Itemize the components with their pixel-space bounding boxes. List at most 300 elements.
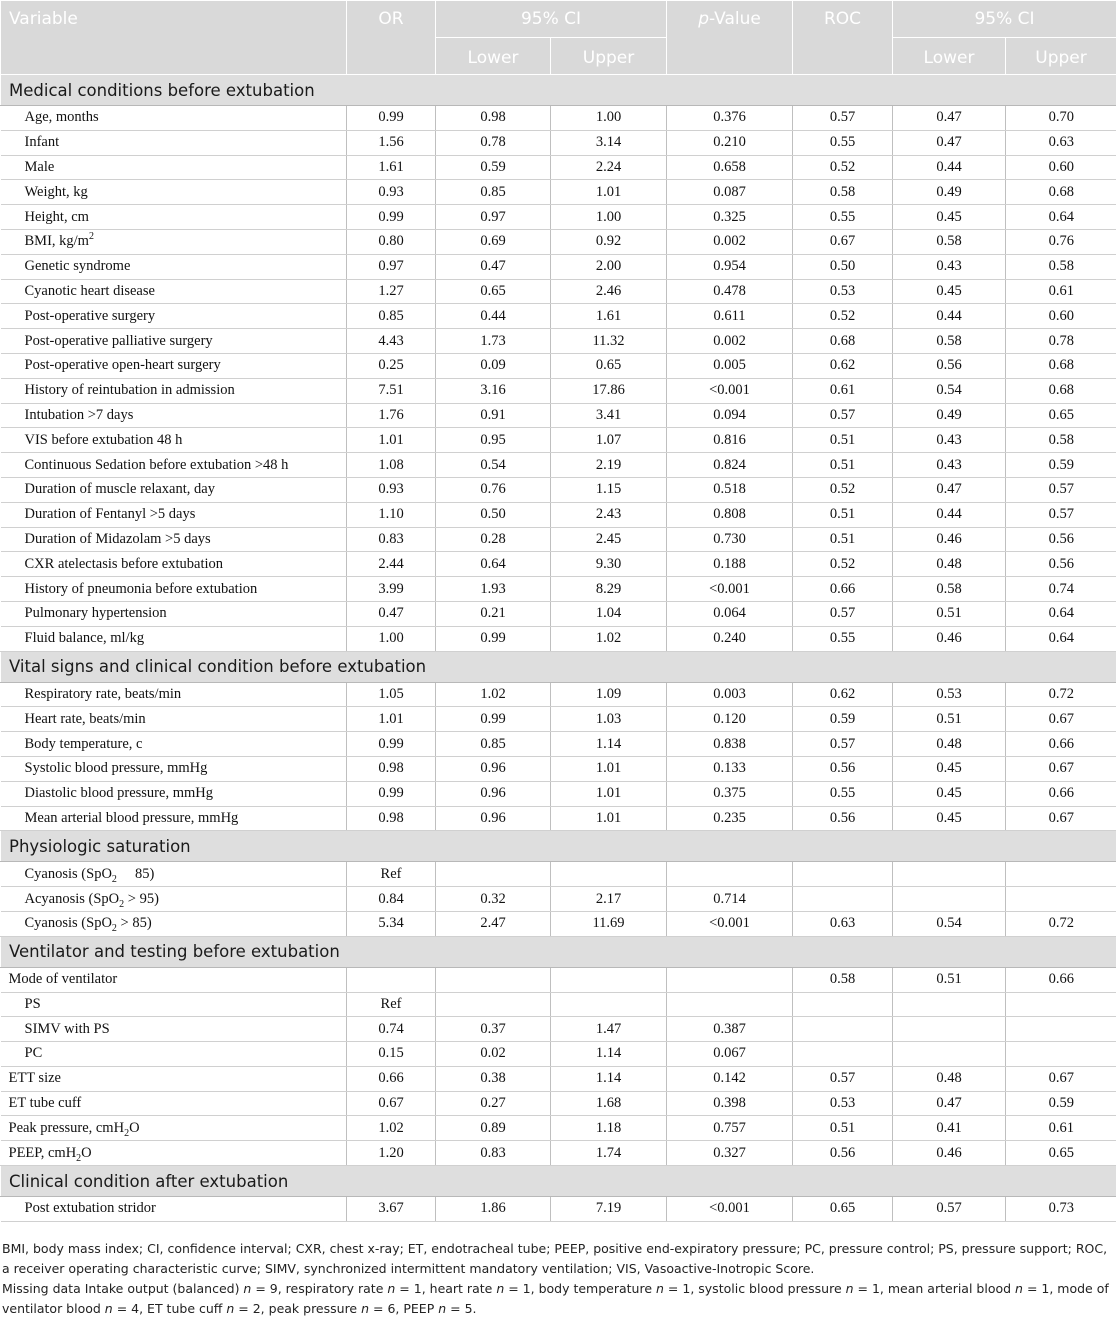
variable-cell (1, 732, 347, 757)
ci-upper-cell: 3.41 (551, 403, 667, 428)
ci-lower-cell: 0.28 (436, 527, 551, 552)
table-row (1, 403, 1116, 428)
or-cell (347, 967, 436, 992)
ci-lower-cell: 0.97 (436, 205, 551, 230)
roc-cell: 0.55 (793, 781, 893, 806)
pvalue-cell: 0.816 (667, 428, 793, 453)
ci-upper-cell: 9.30 (551, 552, 667, 577)
pvalue-cell: 0.325 (667, 205, 793, 230)
or-cell: 0.97 (347, 254, 436, 279)
variable-label: Cyanosis (SpO (25, 915, 112, 931)
roc-lower-cell: 0.45 (893, 781, 1006, 806)
roc-lower-cell: 0.44 (893, 304, 1006, 329)
variable-label: Fluid balance, ml/kg (25, 630, 145, 646)
roc-upper-cell: 0.68 (1006, 378, 1116, 403)
ci-upper-cell: 1.74 (551, 1141, 667, 1166)
ci-lower-cell: 0.54 (436, 453, 551, 478)
section-header (1, 1166, 1116, 1197)
section-header (1, 75, 1116, 106)
italic-n: n (846, 1281, 854, 1296)
ci-lower-cell: 0.47 (436, 254, 551, 279)
table-row (1, 1091, 1116, 1116)
variable-label: Post extubation stridor (25, 1200, 156, 1216)
variable-label: Height, cm (25, 209, 89, 225)
roc-lower-cell: 0.43 (893, 453, 1006, 478)
roc-lower-cell: 0.51 (893, 601, 1006, 626)
variable-label: Respiratory rate, beats/min (25, 686, 182, 702)
roc-upper-cell: 0.70 (1006, 106, 1116, 131)
ci-upper-cell: 1.00 (551, 106, 667, 131)
variable-cell (1, 1141, 347, 1166)
roc-cell: 0.57 (793, 601, 893, 626)
table-row (1, 552, 1116, 577)
ci-lower-cell: 0.21 (436, 601, 551, 626)
italic-n: n (1015, 1281, 1023, 1296)
table-row (1, 911, 1116, 936)
variable-label: Heart rate, beats/min (25, 711, 146, 727)
roc-upper-cell: 0.61 (1006, 279, 1116, 304)
table-row (1, 601, 1116, 626)
header-pvalue-rest: -Value (709, 9, 761, 29)
roc-cell: 0.68 (793, 329, 893, 354)
header-upper-or: Upper (551, 38, 667, 75)
roc-cell: 0.57 (793, 106, 893, 131)
roc-lower-cell (893, 1042, 1006, 1067)
italic-n: n (243, 1281, 251, 1296)
table-row (1, 229, 1116, 254)
header-pvalue (667, 1, 793, 75)
roc-upper-cell: 0.59 (1006, 453, 1116, 478)
ci-lower-cell: 0.09 (436, 353, 551, 378)
variable-cell (1, 887, 347, 912)
variable-cell (1, 329, 347, 354)
header-or: OR (347, 1, 436, 75)
table-row (1, 756, 1116, 781)
ci-lower-cell: 0.59 (436, 155, 551, 180)
pvalue-cell: 0.188 (667, 552, 793, 577)
ci-lower-cell: 0.98 (436, 106, 551, 131)
roc-lower-cell: 0.58 (893, 329, 1006, 354)
variable-cell (1, 967, 347, 992)
table-row (1, 155, 1116, 180)
or-cell: Ref (347, 992, 436, 1017)
or-cell: 0.66 (347, 1066, 436, 1091)
or-cell: 0.84 (347, 887, 436, 912)
or-cell: 1.61 (347, 155, 436, 180)
or-cell: 0.93 (347, 477, 436, 502)
roc-upper-cell: 0.65 (1006, 403, 1116, 428)
variable-label: SIMV with PS (25, 1021, 110, 1037)
roc-cell: 0.55 (793, 130, 893, 155)
table-row (1, 967, 1116, 992)
variable-cell (1, 552, 347, 577)
or-cell: 0.99 (347, 106, 436, 131)
roc-cell: 0.52 (793, 155, 893, 180)
roc-lower-cell: 0.57 (893, 1197, 1006, 1222)
variable-cell (1, 1017, 347, 1042)
table-row (1, 577, 1116, 602)
roc-lower-cell: 0.53 (893, 682, 1006, 707)
roc-lower-cell (893, 1017, 1006, 1042)
roc-cell: 0.62 (793, 682, 893, 707)
ci-lower-cell: 0.50 (436, 502, 551, 527)
roc-upper-cell (1006, 1042, 1116, 1067)
footnote-text: = 2, peak pressure (234, 1301, 361, 1316)
or-cell: 2.44 (347, 552, 436, 577)
variable-label: CXR atelectasis before extubation (25, 556, 224, 572)
or-cell: 1.27 (347, 279, 436, 304)
variable-cell (1, 527, 347, 552)
variable-label: Intubation >7 days (25, 407, 134, 423)
section-header (1, 651, 1116, 682)
ci-lower-cell: 2.47 (436, 911, 551, 936)
roc-upper-cell: 0.60 (1006, 155, 1116, 180)
variable-cell (1, 806, 347, 831)
ci-lower-cell: 3.16 (436, 378, 551, 403)
ci-upper-cell: 1.07 (551, 428, 667, 453)
roc-cell: 0.57 (793, 732, 893, 757)
pvalue-cell: 0.730 (667, 527, 793, 552)
section-title: Physiologic saturation (1, 831, 1116, 862)
pvalue-cell: 0.327 (667, 1141, 793, 1166)
pvalue-cell: 0.838 (667, 732, 793, 757)
roc-upper-cell: 0.67 (1006, 707, 1116, 732)
section-header (1, 831, 1116, 862)
ci-upper-cell: 1.61 (551, 304, 667, 329)
pvalue-cell: 0.087 (667, 180, 793, 205)
or-cell: 1.02 (347, 1116, 436, 1141)
table-row (1, 453, 1116, 478)
variable-label: Acyanosis (SpO (25, 891, 120, 907)
ci-upper-cell: 1.47 (551, 1017, 667, 1042)
roc-upper-cell: 0.61 (1006, 1116, 1116, 1141)
header-variable: Variable (1, 1, 347, 75)
pvalue-cell: 0.375 (667, 781, 793, 806)
ci-lower-cell: 0.96 (436, 756, 551, 781)
pvalue-cell: 0.478 (667, 279, 793, 304)
table-row (1, 353, 1116, 378)
or-cell: 1.10 (347, 502, 436, 527)
variable-cell (1, 353, 347, 378)
table-row (1, 732, 1116, 757)
variable-label: Cyanosis (SpO (25, 866, 112, 882)
pvalue-cell: 0.235 (667, 806, 793, 831)
roc-upper-cell: 0.78 (1006, 329, 1116, 354)
pvalue-cell: <0.001 (667, 378, 793, 403)
variable-cell (1, 229, 347, 254)
ci-lower-cell: 0.64 (436, 552, 551, 577)
table-row (1, 329, 1116, 354)
ci-lower-cell: 0.99 (436, 707, 551, 732)
variable-label: Post-operative open-heart surgery (25, 357, 221, 373)
pvalue-cell: 0.003 (667, 682, 793, 707)
variable-cell (1, 106, 347, 131)
roc-upper-cell: 0.76 (1006, 229, 1116, 254)
roc-lower-cell: 0.48 (893, 552, 1006, 577)
ci-upper-cell: 1.09 (551, 682, 667, 707)
pvalue-cell (667, 992, 793, 1017)
pvalue-cell: 0.067 (667, 1042, 793, 1067)
or-cell: 1.05 (347, 682, 436, 707)
pvalue-cell (667, 967, 793, 992)
ci-upper-cell: 2.45 (551, 527, 667, 552)
roc-lower-cell: 0.46 (893, 626, 1006, 651)
ci-lower-cell: 0.96 (436, 781, 551, 806)
pvalue-cell: 0.954 (667, 254, 793, 279)
roc-lower-cell: 0.47 (893, 130, 1006, 155)
variable-cell (1, 180, 347, 205)
variable-cell (1, 577, 347, 602)
ci-lower-cell: 0.83 (436, 1141, 551, 1166)
subscript: 2 (112, 874, 117, 885)
roc-upper-cell: 0.67 (1006, 1066, 1116, 1091)
or-cell: 3.99 (347, 577, 436, 602)
footnote-abbreviations: BMI, body mass index; CI, confidence interval; CXR, chest x-ray; ET, endotracheal tube; PEEP, positive end-expiratory pressure; PC, pressure control; PS, pressure support; ROC, a receiver operating characteristic curve; SIMV, synchronized intermittent mandatory ventilation; VIS, Vasoactive-Inotropic Score. (2, 1239, 1114, 1279)
table-footnotes (0, 1239, 1114, 1319)
footnote-missing-data (2, 1279, 1114, 1319)
variable-label: Systolic blood pressure, mmHg (25, 760, 208, 776)
ci-upper-cell: 8.29 (551, 577, 667, 602)
roc-cell: 0.53 (793, 279, 893, 304)
table-row (1, 1197, 1116, 1222)
or-cell: 0.99 (347, 732, 436, 757)
ci-lower-cell (436, 992, 551, 1017)
ci-upper-cell (551, 967, 667, 992)
roc-upper-cell: 0.66 (1006, 732, 1116, 757)
roc-cell: 0.57 (793, 403, 893, 428)
variable-cell (1, 781, 347, 806)
pvalue-cell: 0.064 (667, 601, 793, 626)
roc-cell (793, 1017, 893, 1042)
variable-cell (1, 626, 347, 651)
roc-upper-cell: 0.68 (1006, 180, 1116, 205)
variable-cell (1, 756, 347, 781)
variable-label-suffix: O (129, 1120, 139, 1136)
ci-upper-cell: 1.00 (551, 205, 667, 230)
roc-cell: 0.51 (793, 1116, 893, 1141)
table-row (1, 254, 1116, 279)
roc-cell: 0.62 (793, 353, 893, 378)
table-row (1, 781, 1116, 806)
roc-cell: 0.50 (793, 254, 893, 279)
roc-upper-cell: 0.66 (1006, 967, 1116, 992)
variable-label: Infant (25, 134, 60, 150)
ci-upper-cell: 2.24 (551, 155, 667, 180)
variable-label: ETT size (9, 1070, 61, 1086)
ci-lower-cell (436, 862, 551, 887)
section-header (1, 936, 1116, 967)
or-cell: 1.08 (347, 453, 436, 478)
table-row (1, 1141, 1116, 1166)
roc-cell (793, 887, 893, 912)
roc-lower-cell: 0.47 (893, 1091, 1006, 1116)
roc-lower-cell: 0.43 (893, 254, 1006, 279)
subscript: 2 (112, 923, 117, 934)
ci-lower-cell: 0.85 (436, 732, 551, 757)
or-cell: 0.99 (347, 781, 436, 806)
variable-label: Mean arterial blood pressure, mmHg (25, 810, 239, 826)
roc-cell: 0.58 (793, 967, 893, 992)
variable-cell (1, 279, 347, 304)
ci-lower-cell: 0.85 (436, 180, 551, 205)
roc-cell: 0.51 (793, 453, 893, 478)
ci-lower-cell: 0.37 (436, 1017, 551, 1042)
variable-label: PC (25, 1045, 43, 1061)
ci-lower-cell: 0.91 (436, 403, 551, 428)
ci-lower-cell: 0.69 (436, 229, 551, 254)
variable-cell (1, 682, 347, 707)
table-row (1, 428, 1116, 453)
roc-lower-cell: 0.45 (893, 279, 1006, 304)
variable-cell (1, 992, 347, 1017)
variable-label-suffix: > 95) (124, 891, 159, 907)
header-lower-or: Lower (436, 38, 551, 75)
or-cell: 4.43 (347, 329, 436, 354)
ci-upper-cell: 0.65 (551, 353, 667, 378)
roc-upper-cell: 0.68 (1006, 353, 1116, 378)
section-title: Vital signs and clinical condition before extubation (1, 651, 1116, 682)
or-cell: 0.83 (347, 527, 436, 552)
variable-label: Weight, kg (25, 184, 88, 200)
roc-upper-cell: 0.63 (1006, 130, 1116, 155)
ci-lower-cell: 0.32 (436, 887, 551, 912)
variable-label: History of reintubation in admission (25, 382, 235, 398)
ci-upper-cell: 7.19 (551, 1197, 667, 1222)
roc-cell: 0.65 (793, 1197, 893, 1222)
roc-lower-cell (893, 992, 1006, 1017)
pvalue-cell: 0.518 (667, 477, 793, 502)
variable-label: Post-operative palliative surgery (25, 333, 213, 349)
footnote-text: = 6, PEEP (369, 1301, 438, 1316)
ci-upper-cell: 11.32 (551, 329, 667, 354)
variable-cell (1, 1197, 347, 1222)
header-pvalue-p: p (698, 9, 709, 29)
roc-cell: 0.51 (793, 428, 893, 453)
footnote-text: = 1, heart rate (395, 1281, 496, 1296)
or-cell: 0.98 (347, 756, 436, 781)
pvalue-cell: 0.398 (667, 1091, 793, 1116)
variable-label: PEEP, cmH (9, 1145, 77, 1161)
italic-n: n (387, 1281, 395, 1296)
roc-upper-cell (1006, 992, 1116, 1017)
variable-label: Genetic syndrome (25, 258, 131, 274)
pvalue-cell: 0.757 (667, 1116, 793, 1141)
italic-n: n (226, 1301, 234, 1316)
roc-upper-cell: 0.67 (1006, 806, 1116, 831)
variable-cell (1, 502, 347, 527)
roc-cell: 0.56 (793, 806, 893, 831)
or-cell: 1.01 (347, 428, 436, 453)
ci-upper-cell (551, 862, 667, 887)
pvalue-cell: 0.005 (667, 353, 793, 378)
pvalue-cell: 0.611 (667, 304, 793, 329)
or-cell: 1.76 (347, 403, 436, 428)
ci-lower-cell: 0.78 (436, 130, 551, 155)
variable-label: Post-operative surgery (25, 308, 156, 324)
roc-upper-cell: 0.73 (1006, 1197, 1116, 1222)
header-lower-roc: Lower (893, 38, 1006, 75)
roc-lower-cell (893, 862, 1006, 887)
ci-upper-cell: 2.19 (551, 453, 667, 478)
variable-label: PS (25, 996, 41, 1012)
footnote-text: = 1, systolic blood pressure (664, 1281, 846, 1296)
italic-n: n (438, 1301, 446, 1316)
roc-cell: 0.52 (793, 552, 893, 577)
variable-cell (1, 155, 347, 180)
table-row (1, 1066, 1116, 1091)
roc-upper-cell: 0.72 (1006, 911, 1116, 936)
variable-label: Continuous Sedation before extubation >48 h (25, 457, 289, 473)
variable-cell (1, 378, 347, 403)
italic-n: n (496, 1281, 504, 1296)
roc-upper-cell: 0.72 (1006, 682, 1116, 707)
roc-cell (793, 862, 893, 887)
section-title: Medical conditions before extubation (1, 75, 1116, 106)
table-row (1, 682, 1116, 707)
header-ci-or: 95% CI (436, 1, 667, 38)
footnote-text: = 4, ET tube cuff (113, 1301, 227, 1316)
table-row (1, 527, 1116, 552)
variable-cell (1, 1066, 347, 1091)
roc-cell: 0.52 (793, 477, 893, 502)
pvalue-cell: 0.387 (667, 1017, 793, 1042)
roc-lower-cell: 0.43 (893, 428, 1006, 453)
or-cell: 1.56 (347, 130, 436, 155)
pvalue-cell: 0.002 (667, 329, 793, 354)
roc-upper-cell (1006, 862, 1116, 887)
variable-cell (1, 1116, 347, 1141)
roc-cell: 0.56 (793, 1141, 893, 1166)
table-row (1, 378, 1116, 403)
ci-upper-cell: 2.17 (551, 887, 667, 912)
subscript: 2 (124, 1128, 129, 1139)
table-row (1, 180, 1116, 205)
roc-lower-cell: 0.45 (893, 806, 1006, 831)
footnote-text: = 1, mode of ventilator blood (2, 1281, 1109, 1316)
roc-lower-cell: 0.54 (893, 911, 1006, 936)
pvalue-cell: 0.376 (667, 106, 793, 131)
roc-lower-cell: 0.51 (893, 707, 1006, 732)
variable-label: Male (25, 159, 55, 175)
pvalue-cell (667, 862, 793, 887)
roc-lower-cell: 0.47 (893, 477, 1006, 502)
roc-upper-cell: 0.57 (1006, 502, 1116, 527)
footnote-text: Missing data Intake output (balanced) (2, 1281, 243, 1296)
footnote-text: = 1, body temperature (504, 1281, 656, 1296)
roc-lower-cell: 0.49 (893, 180, 1006, 205)
or-cell: 0.74 (347, 1017, 436, 1042)
variable-cell (1, 911, 347, 936)
ci-lower-cell: 0.89 (436, 1116, 551, 1141)
ci-upper-cell: 1.14 (551, 1042, 667, 1067)
roc-lower-cell: 0.46 (893, 1141, 1006, 1166)
variable-cell (1, 205, 347, 230)
table-row (1, 806, 1116, 831)
roc-cell: 0.67 (793, 229, 893, 254)
ci-upper-cell: 2.43 (551, 502, 667, 527)
roc-upper-cell: 0.64 (1006, 601, 1116, 626)
roc-upper-cell: 0.66 (1006, 781, 1116, 806)
pvalue-cell: 0.210 (667, 130, 793, 155)
roc-lower-cell: 0.45 (893, 756, 1006, 781)
table-row (1, 205, 1116, 230)
subscript: 2 (76, 1153, 81, 1164)
table-row (1, 304, 1116, 329)
variable-cell (1, 428, 347, 453)
roc-cell (793, 1042, 893, 1067)
roc-cell: 0.55 (793, 205, 893, 230)
pvalue-cell: 0.808 (667, 502, 793, 527)
